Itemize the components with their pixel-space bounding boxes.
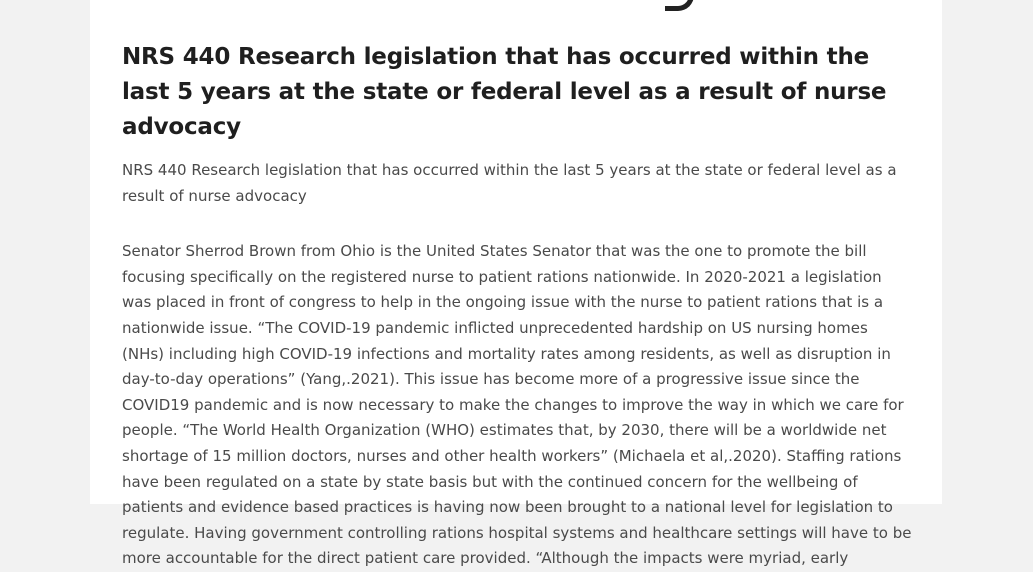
- article-subtitle: NRS 440 Research legislation that has occurred within the last 5 years at the state or federal level as a result of nurse advocacy: [122, 161, 897, 205]
- article-title: NRS 440 Research legislation that has occurred within the last 5 years at the state or federal level as a result of nurse advocacy: [122, 44, 887, 140]
- article-content: [122, 40, 912, 572]
- cropped-heading-fragment: [665, 0, 694, 11]
- article-body-paragraph: Senator Sherrod Brown from Ohio is the United States Senator that was the one to promote the bill focusing specifically on the registered nurse to patient rations nationwide. In 2020-2021 a legislation was placed in front of congress to help in the ongoing issue with the nurse to patient rations that is a nationwide issue. “The COVID-19 pandemic inflicted unprecedented hardship on US nursing homes (NHs) including high COVID-19 infections and mortality rates among residents, as well as disruption in day-to-day operations” (Yang,.2021). This issue has become more of a progressive issue since the COVID19 pandemic and is now necessary to make the changes to improve the way in which we care for people. “The World Health Organization (WHO) estimates that, by 2030, there will be a worldwide net shortage of 15 million doctors, nurses and other health workers” (Michaela et al,.2020). Staffing rations have been regulated on a state by state basis but with the continued concern for the wellbeing of patients and evidence based practices is having now been brought to a national level for legislation to regulate. Having government controlling rations hospital systems and healthcare settings will have to be more accountable for the direct patient care provided. “Although the impacts were myriad, early: [122, 242, 912, 568]
- article-card: [90, 0, 942, 568]
